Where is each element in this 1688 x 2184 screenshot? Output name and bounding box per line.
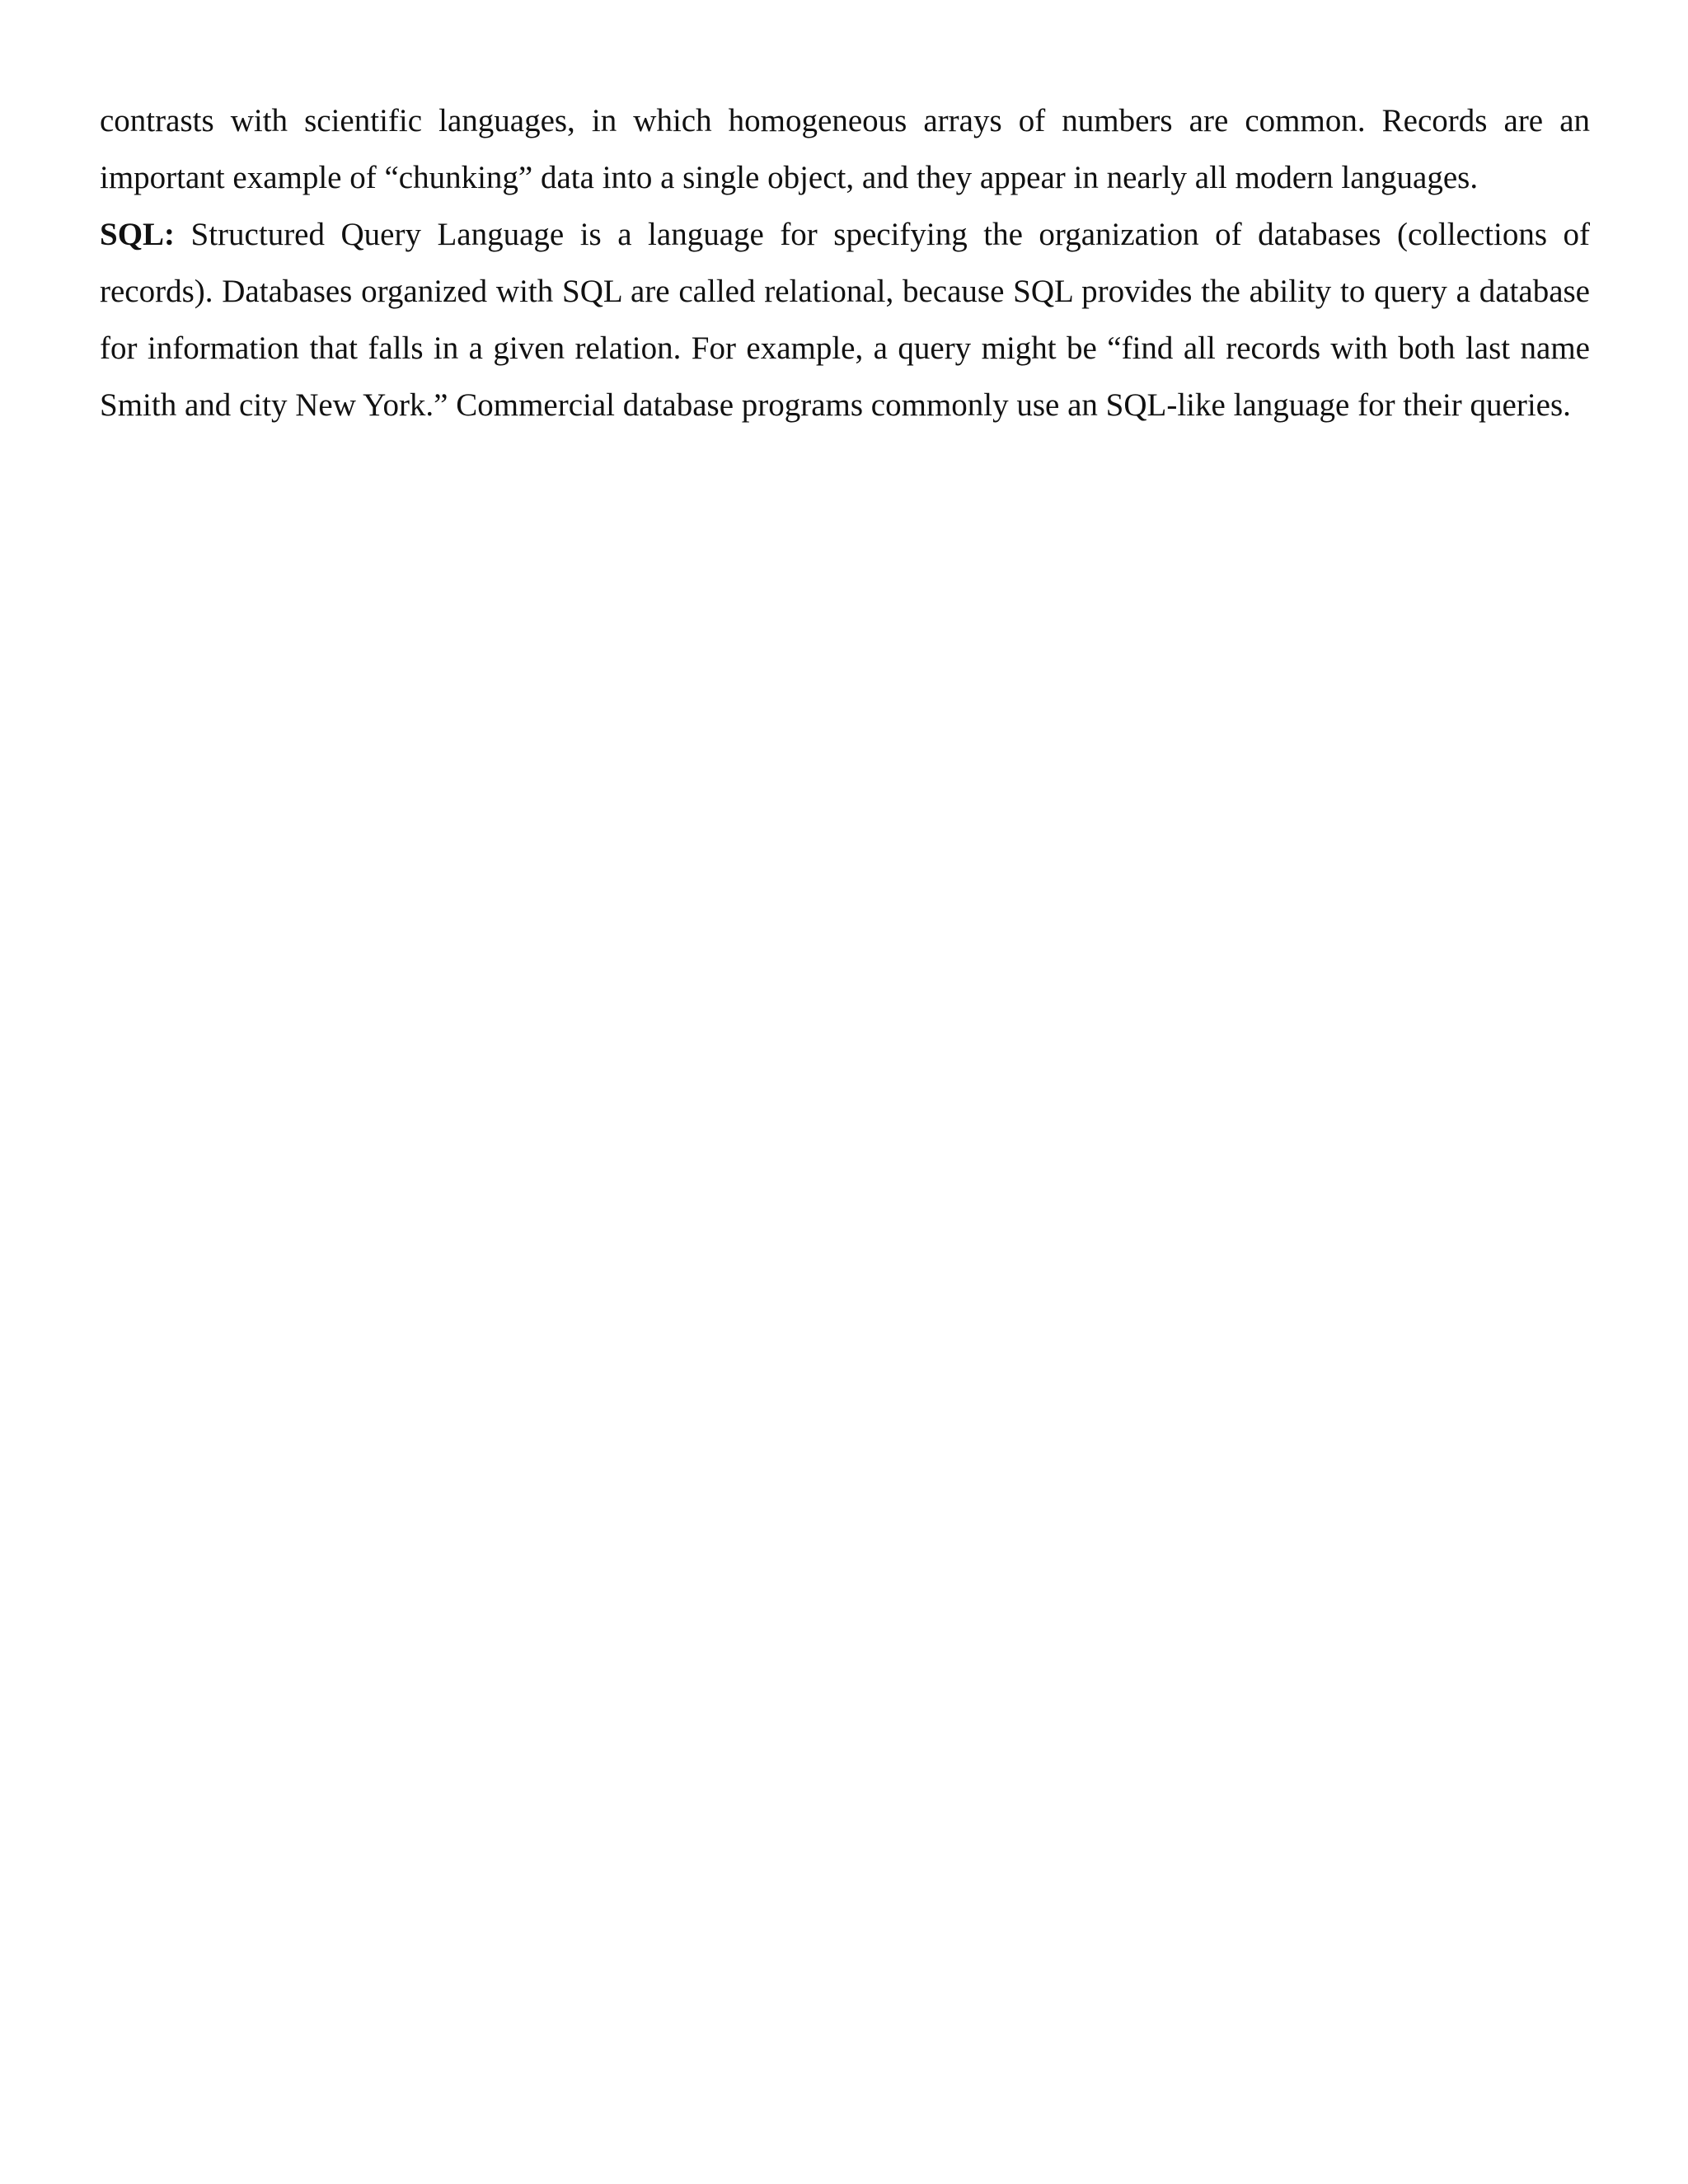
document-body xyxy=(100,92,1590,434)
term-heading: SQL: xyxy=(100,217,176,252)
paragraph-records xyxy=(100,92,1590,206)
paragraph-sql xyxy=(100,206,1590,434)
paragraph-text: Structured Query Language is a language for specifying the organization of databases (collections of records). Databases organized with SQL are called relational, because SQL provides the ability to query a database for information that falls in a given relation. For example, a query might be “find all records with both last name Smith and city New York.” Commercial database programs commonly use an SQL-like language for their queries. xyxy=(100,217,1590,423)
paragraph-text: contrasts with scientific languages, in which homogeneous arrays of numbers are common. Records are an important example of “chunking” data into a single object, and they appear in nearly all modern languages. xyxy=(100,103,1590,195)
